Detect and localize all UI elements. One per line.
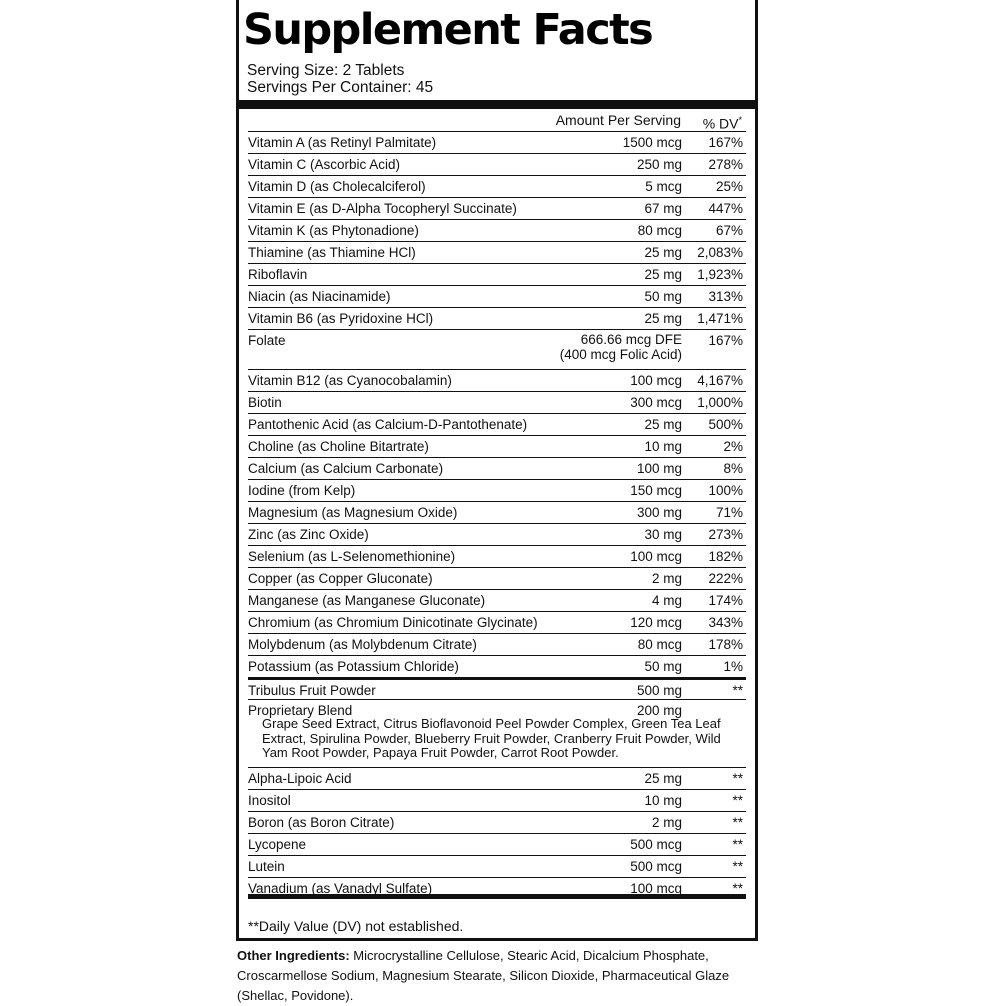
thick-divider <box>236 100 758 109</box>
nutrient-row <box>248 457 746 479</box>
blend-ingredients: Grape Seed Extract, Citrus Bioflavonoid Peel Powder Complex, Green Tea Leaf Extract, Spirulina Powder, Blueberry Fruit Powder, Cranberry Fruit Powder, Wild Yam Root Powder, Papaya Fruit Powder, Carrot Root Powder. <box>262 716 721 760</box>
nutrient-name: Vitamin D (as Cholecalciferol) <box>248 179 426 194</box>
nutrient-name: Lycopene <box>248 837 307 852</box>
nutrient-name: Vitamin B6 (as Pyridoxine HCl) <box>248 311 434 326</box>
nutrient-dv: ** <box>732 683 743 698</box>
nutrient-dv: 313% <box>708 289 743 304</box>
nutrient-name: Boron (as Boron Citrate) <box>248 815 395 830</box>
nutrient-amount: 2 mg <box>651 815 682 830</box>
nutrient-amount: 2 mg <box>651 571 682 586</box>
dv-header-mark: * <box>738 115 742 125</box>
nutrient-amount-line-2: (400 mcg Folic Acid) <box>559 347 682 362</box>
nutrient-amount: 30 mg <box>644 527 682 542</box>
nutrient-dv: ** <box>732 837 743 852</box>
nutrient-name: Chromium (as Chromium Dinicotinate Glycinate) <box>248 615 538 630</box>
nutrient-dv: 4,167% <box>697 373 743 388</box>
nutrient-dv: 100% <box>708 483 743 498</box>
nutrient-dv: 167% <box>708 135 743 150</box>
nutrient-name: Vitamin B12 (as Cyanocobalamin) <box>248 373 452 388</box>
nutrient-row <box>248 197 746 219</box>
nutrient-row <box>248 153 746 175</box>
nutrient-amount: 25 mg <box>644 267 682 282</box>
nutrient-row <box>248 655 746 677</box>
nutrient-row <box>248 833 746 855</box>
nutrient-amount: 100 mcg <box>630 881 682 896</box>
nutrient-amount-line: 666.66 mcg DFE <box>580 332 682 347</box>
nutrient-dv: 178% <box>708 637 743 652</box>
nutrient-amount: 10 mg <box>644 793 682 808</box>
other-ingredients <box>237 946 757 1006</box>
nutrient-dv: 25% <box>715 179 743 194</box>
nutrient-dv: 2,083% <box>697 245 743 260</box>
nutrient-name: Inositol <box>248 793 291 808</box>
serving-size: Serving Size: 2 Tablets <box>247 62 405 79</box>
servings-per-container: Servings Per Container: 45 <box>247 79 434 96</box>
nutrient-dv: 1,923% <box>697 267 743 282</box>
nutrient-dv: 1% <box>723 659 743 674</box>
nutrient-name: Vitamin K (as Phytonadione) <box>248 223 419 238</box>
nutrient-dv: 343% <box>708 615 743 630</box>
nutrient-amount: 500 mcg <box>630 859 682 874</box>
nutrient-amount: 50 mg <box>644 289 682 304</box>
nutrient-amount: 150 mcg <box>630 483 682 498</box>
nutrient-name: Niacin (as Niacinamide) <box>248 289 391 304</box>
nutrient-row <box>248 789 746 811</box>
nutrient-dv: 71% <box>715 505 743 520</box>
amount-per-serving-header: Amount Per Serving <box>555 112 681 128</box>
nutrient-name: Thiamine (as Thiamine HCl) <box>248 245 416 260</box>
nutrient-row <box>248 877 746 899</box>
nutrient-row <box>248 611 746 633</box>
nutrient-row <box>248 241 746 263</box>
nutrient-dv: 222% <box>708 571 743 586</box>
nutrient-name: Copper (as Copper Gluconate) <box>248 571 433 586</box>
nutrient-name: Proprietary Blend <box>248 703 353 718</box>
panel-title: Supplement Facts <box>243 5 653 55</box>
nutrient-row <box>248 131 746 153</box>
nutrient-dv: 67% <box>715 223 743 238</box>
nutrient-row <box>248 307 746 329</box>
nutrient-name: Vitamin C (Ascorbic Acid) <box>248 157 401 172</box>
nutrient-amount: 10 mg <box>644 439 682 454</box>
nutrient-row <box>248 767 746 789</box>
nutrient-name: Riboflavin <box>248 267 308 282</box>
nutrient-dv: ** <box>732 771 743 786</box>
nutrient-name: Vanadium (as Vanadyl Sulfate) <box>248 881 433 896</box>
nutrient-amount: 250 mg <box>636 157 682 172</box>
nutrient-dv: 447% <box>708 201 743 216</box>
nutrient-amount: 67 mg <box>644 201 682 216</box>
nutrient-amount: 4 mg <box>651 593 682 608</box>
nutrient-name: Vitamin E (as D-Alpha Tocopheryl Succinate) <box>248 201 517 216</box>
nutrient-name: Folate <box>248 333 286 348</box>
nutrient-table <box>248 131 746 899</box>
nutrient-dv: 2% <box>723 439 743 454</box>
nutrient-row <box>248 285 746 307</box>
nutrient-amount: 300 mcg <box>630 395 682 410</box>
nutrient-amount <box>560 332 682 362</box>
nutrient-dv: 278% <box>708 157 743 172</box>
nutrient-name: Vitamin A (as Retinyl Palmitate) <box>248 135 437 150</box>
nutrient-name: Potassium (as Potassium Chloride) <box>248 659 459 674</box>
nutrient-name: Magnesium (as Magnesium Oxide) <box>248 505 458 520</box>
nutrient-row <box>248 589 746 611</box>
nutrient-name: Manganese (as Manganese Gluconate) <box>248 593 486 608</box>
nutrient-amount: 300 mg <box>636 505 682 520</box>
nutrient-name: Iodine (from Kelp) <box>248 483 356 498</box>
nutrient-amount: 5 mcg <box>645 179 682 194</box>
nutrient-row <box>248 391 746 413</box>
nutrient-dv: ** <box>732 815 743 830</box>
nutrient-row <box>248 175 746 197</box>
nutrient-row <box>248 501 746 523</box>
nutrient-amount: 100 mg <box>636 461 682 476</box>
nutrient-dv: 8% <box>723 461 743 476</box>
nutrient-row <box>248 369 746 391</box>
nutrient-name: Tribulus Fruit Powder <box>248 683 376 698</box>
nutrient-amount: 25 mg <box>644 311 682 326</box>
nutrient-amount: 120 mcg <box>630 615 682 630</box>
nutrient-dv: 182% <box>708 549 743 564</box>
nutrient-row <box>248 435 746 457</box>
nutrient-dv: ** <box>732 881 743 896</box>
nutrient-row <box>248 219 746 241</box>
nutrient-row <box>248 329 746 369</box>
nutrient-dv: 174% <box>708 593 743 608</box>
nutrient-amount: 500 mcg <box>630 837 682 852</box>
nutrient-dv: ** <box>732 793 743 808</box>
nutrient-dv: 273% <box>708 527 743 542</box>
other-ingredients-text: Microcrystalline Cellulose, Stearic Acid, Dicalcium Phosphate, Croscarmellose Sodium, Magnesium Stearate, Silicon Dioxide, Pharmaceutical Glaze (Shellac, Povidone). <box>237 948 730 1003</box>
nutrient-amount: 25 mg <box>644 245 682 260</box>
nutrient-row <box>248 699 746 767</box>
daily-value-header <box>703 111 742 133</box>
nutrient-amount: 500 mg <box>636 683 682 698</box>
nutrient-name: Choline (as Choline Bitartrate) <box>248 439 429 454</box>
nutrient-row <box>248 633 746 655</box>
nutrient-name: Pantothenic Acid (as Calcium-D-Pantothenate) <box>248 417 528 432</box>
nutrient-name: Selenium (as L-Selenomethionine) <box>248 549 456 564</box>
nutrient-row <box>248 523 746 545</box>
nutrient-name: Lutein <box>248 859 285 874</box>
nutrient-amount: 100 mcg <box>630 549 682 564</box>
nutrient-name: Zinc (as Zinc Oxide) <box>248 527 369 542</box>
nutrient-amount: 80 mcg <box>637 223 682 238</box>
nutrient-row <box>248 567 746 589</box>
nutrient-row <box>248 479 746 501</box>
nutrient-row <box>248 677 746 699</box>
dv-header-label: % DV <box>702 115 739 132</box>
nutrient-row <box>248 545 746 567</box>
nutrient-name: Molybdenum (as Molybdenum Citrate) <box>248 637 477 652</box>
nutrient-row <box>248 413 746 435</box>
nutrient-amount: 1500 mcg <box>622 135 682 150</box>
nutrient-dv: 167% <box>708 333 743 348</box>
nutrient-amount: 200 mg <box>636 703 682 718</box>
nutrient-name: Calcium (as Calcium Carbonate) <box>248 461 444 476</box>
nutrient-dv: 500% <box>708 417 743 432</box>
nutrient-row <box>248 811 746 833</box>
other-ingredients-label: Other Ingredients: <box>237 948 350 963</box>
nutrient-name: Alpha-Lipoic Acid <box>248 771 352 786</box>
nutrient-amount: 50 mg <box>644 659 682 674</box>
nutrient-row <box>248 263 746 285</box>
nutrient-dv: 1,471% <box>697 311 743 326</box>
nutrient-dv: ** <box>732 859 743 874</box>
dv-footnote: **Daily Value (DV) not established. <box>248 918 464 934</box>
nutrient-amount: 100 mcg <box>630 373 682 388</box>
nutrient-name: Biotin <box>248 395 282 410</box>
nutrient-row <box>248 855 746 877</box>
nutrient-amount: 25 mg <box>644 771 682 786</box>
nutrient-dv: 1,000% <box>697 395 743 410</box>
nutrient-amount: 25 mg <box>644 417 682 432</box>
nutrient-amount: 80 mcg <box>637 637 682 652</box>
